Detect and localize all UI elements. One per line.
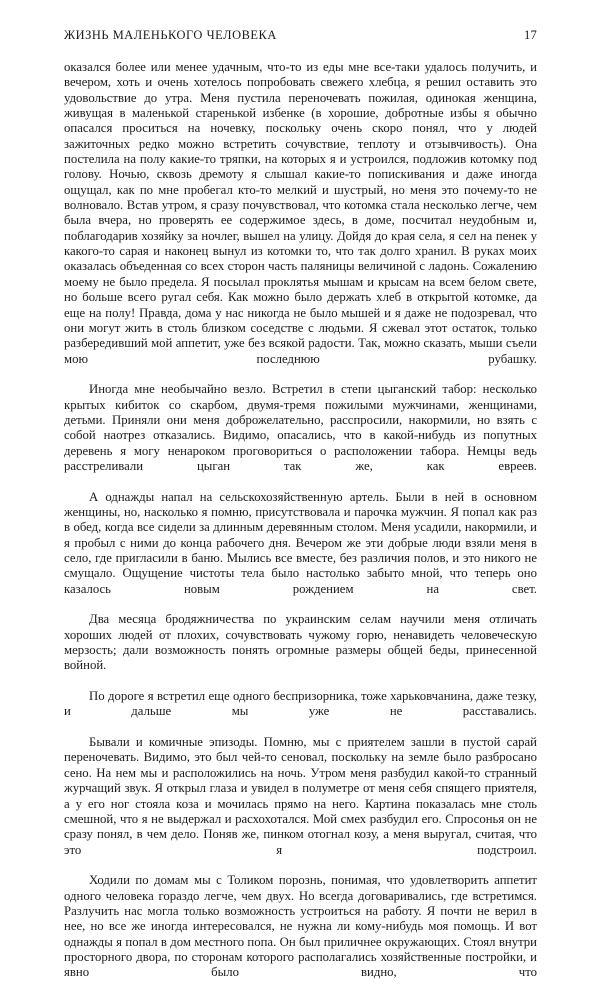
paragraph: Бывали и комичные эпизоды. Помню, мы с приятелем зашли в пустой сарай переночевать. Видимо, это был чей-то сеновал, поскольку на земле было разбросано сено. На нем мы и расположились на ночь. Утром меня разбудил какой-то странный журчащий звук. Я открыл глаза и увидел в полуметре от меня себя спящего приятеля, а у его ног стояла коза и мочилась прямо на него. Картина показалась мне столь смешной, что я не выдержал и расхохотался. Мой смех разбудил его. Спросонья он не сразу понял, в чем дело. Поняв же, пинком отогнал козу, а меня выругал, считая, что это я подстроил. <box>64 735 537 857</box>
running-head <box>64 28 537 48</box>
body-text <box>64 60 537 996</box>
paragraph: По дороге я встретил еще одного беспризорника, тоже харьковчанина, даже тезку, и дальше мы уже не расставались. <box>64 689 537 719</box>
paragraph: А однажды напал на сельскохозяйственную артель. Были в ней в основном женщины, но, насколько я помню, присутствовала и парочка мужчин. Я попал как раз в обед, когда все сидели за длинным деревянным столом. Меня усадили, накормили, и я пробыл с ними до конца рабочего дня. Вечером же эти добрые люди взяли меня в село, где пригласили в баню. Мылись все вместе, без различия полов, и это никого не смущало. Ощущение чистоты тела было настолько забыто мной, что теперь оно казалось новым рождением на свет. <box>64 489 537 596</box>
paragraph: Иногда мне необычайно везло. Встретил в степи цыганский табор: несколько крытых кибиток со скарбом, двумя-тремя пожилыми мужчинами, женщинами, детьми. Приняли они меня доброжелательно, расспросили, накормили, но взять с собой наотрез отказались. Видимо, опасались, что в какой-нибудь из попутных деревень я могу ненароком проговориться о расположении табора. Немцы ведь расстреливали цыган так же, как евреев. <box>64 382 537 473</box>
paragraph: Ходили по домам мы с Толиком порознь, понимая, что удовлетворить аппетит одного человека гораздо легче, чем двух. Но всегда договаривались, где встретимся. Разлучить нас могла только возможность устроиться на работу. Я почти не верил в нее, но все же иногда интересовался, не нужна ли кому-нибудь моя помощь. И вот однажды я попал в дом местного попа. Он был приличнее окружающих. Стоял внутри просторного двора, по сторонам которого располагались хозяйственные постройки, и явно было видно, что <box>64 873 537 980</box>
paragraph: оказался более или менее удачным, что-то из еды мне все-таки удалось получить, и вечером, хоть и очень хотелось попробовать свежего хлебца, я решил оставить это удовольствие до утра. Меня пустила переночевать пожилая, одинокая женщина, живущая в маленькой старенькой избенке (в хорошие, добротные избы я обычно опасался проситься на ночевку, поскольку очень скоро понял, что у людей зажиточных редко можно встретить сочувствие, теплоту и отзывчивость). Она постелила на полу какие-то тряпки, на которых я и устроился, подложив котомку под голову. Ночью, сквозь дремоту я слышал какие-то попискивания и даже иногда ощущал, как по мне пробегал кто-то мелкий и шустрый, но меня это почему-то не волновало. Встав утром, я сразу почувствовал, что котомка стала несколько легче, чем была вчера, но проверять ее содержимое здесь, в доме, посчитал неудобным и, поблагодарив хозяйку за ночлег, вышел на улицу. Дойдя до края села, я сел на пенек у какого-то сарая и наконец вынул из котомки то, что так долго хранил. В руках моих оказалась объеденная со всех сторон часть паляницы величиной с ладонь. Сожалению моему не было предела. Я посылал проклятья мышам и крысам на всем белом свете, но больше всего ругал себя. Как можно было держать хлеб в открытой котомке, да еще на полу! Правда, дома у нас никогда не было мышей и я даже не подозревал, что они могут жить в столь близком соседстве с людьми. Я сжевал этот остаток, только разбередивший мой аппетит, уже без всякой радости. Так, можно сказать, мыши съели мою последнюю рубашку. <box>64 60 537 366</box>
page-number: 17 <box>524 28 537 42</box>
running-head-title: ЖИЗНЬ МАЛЕНЬКОГО ЧЕЛОВЕКА <box>64 28 277 42</box>
paragraph: Два месяца бродяжничества по украинским селам научили меня отличать хороших людей от плохих, сочувствовать чужому горю, ненавидеть человеческую мерзость; дали возможность понять огромные размеры общей беды, принесенной войной. <box>64 612 537 673</box>
